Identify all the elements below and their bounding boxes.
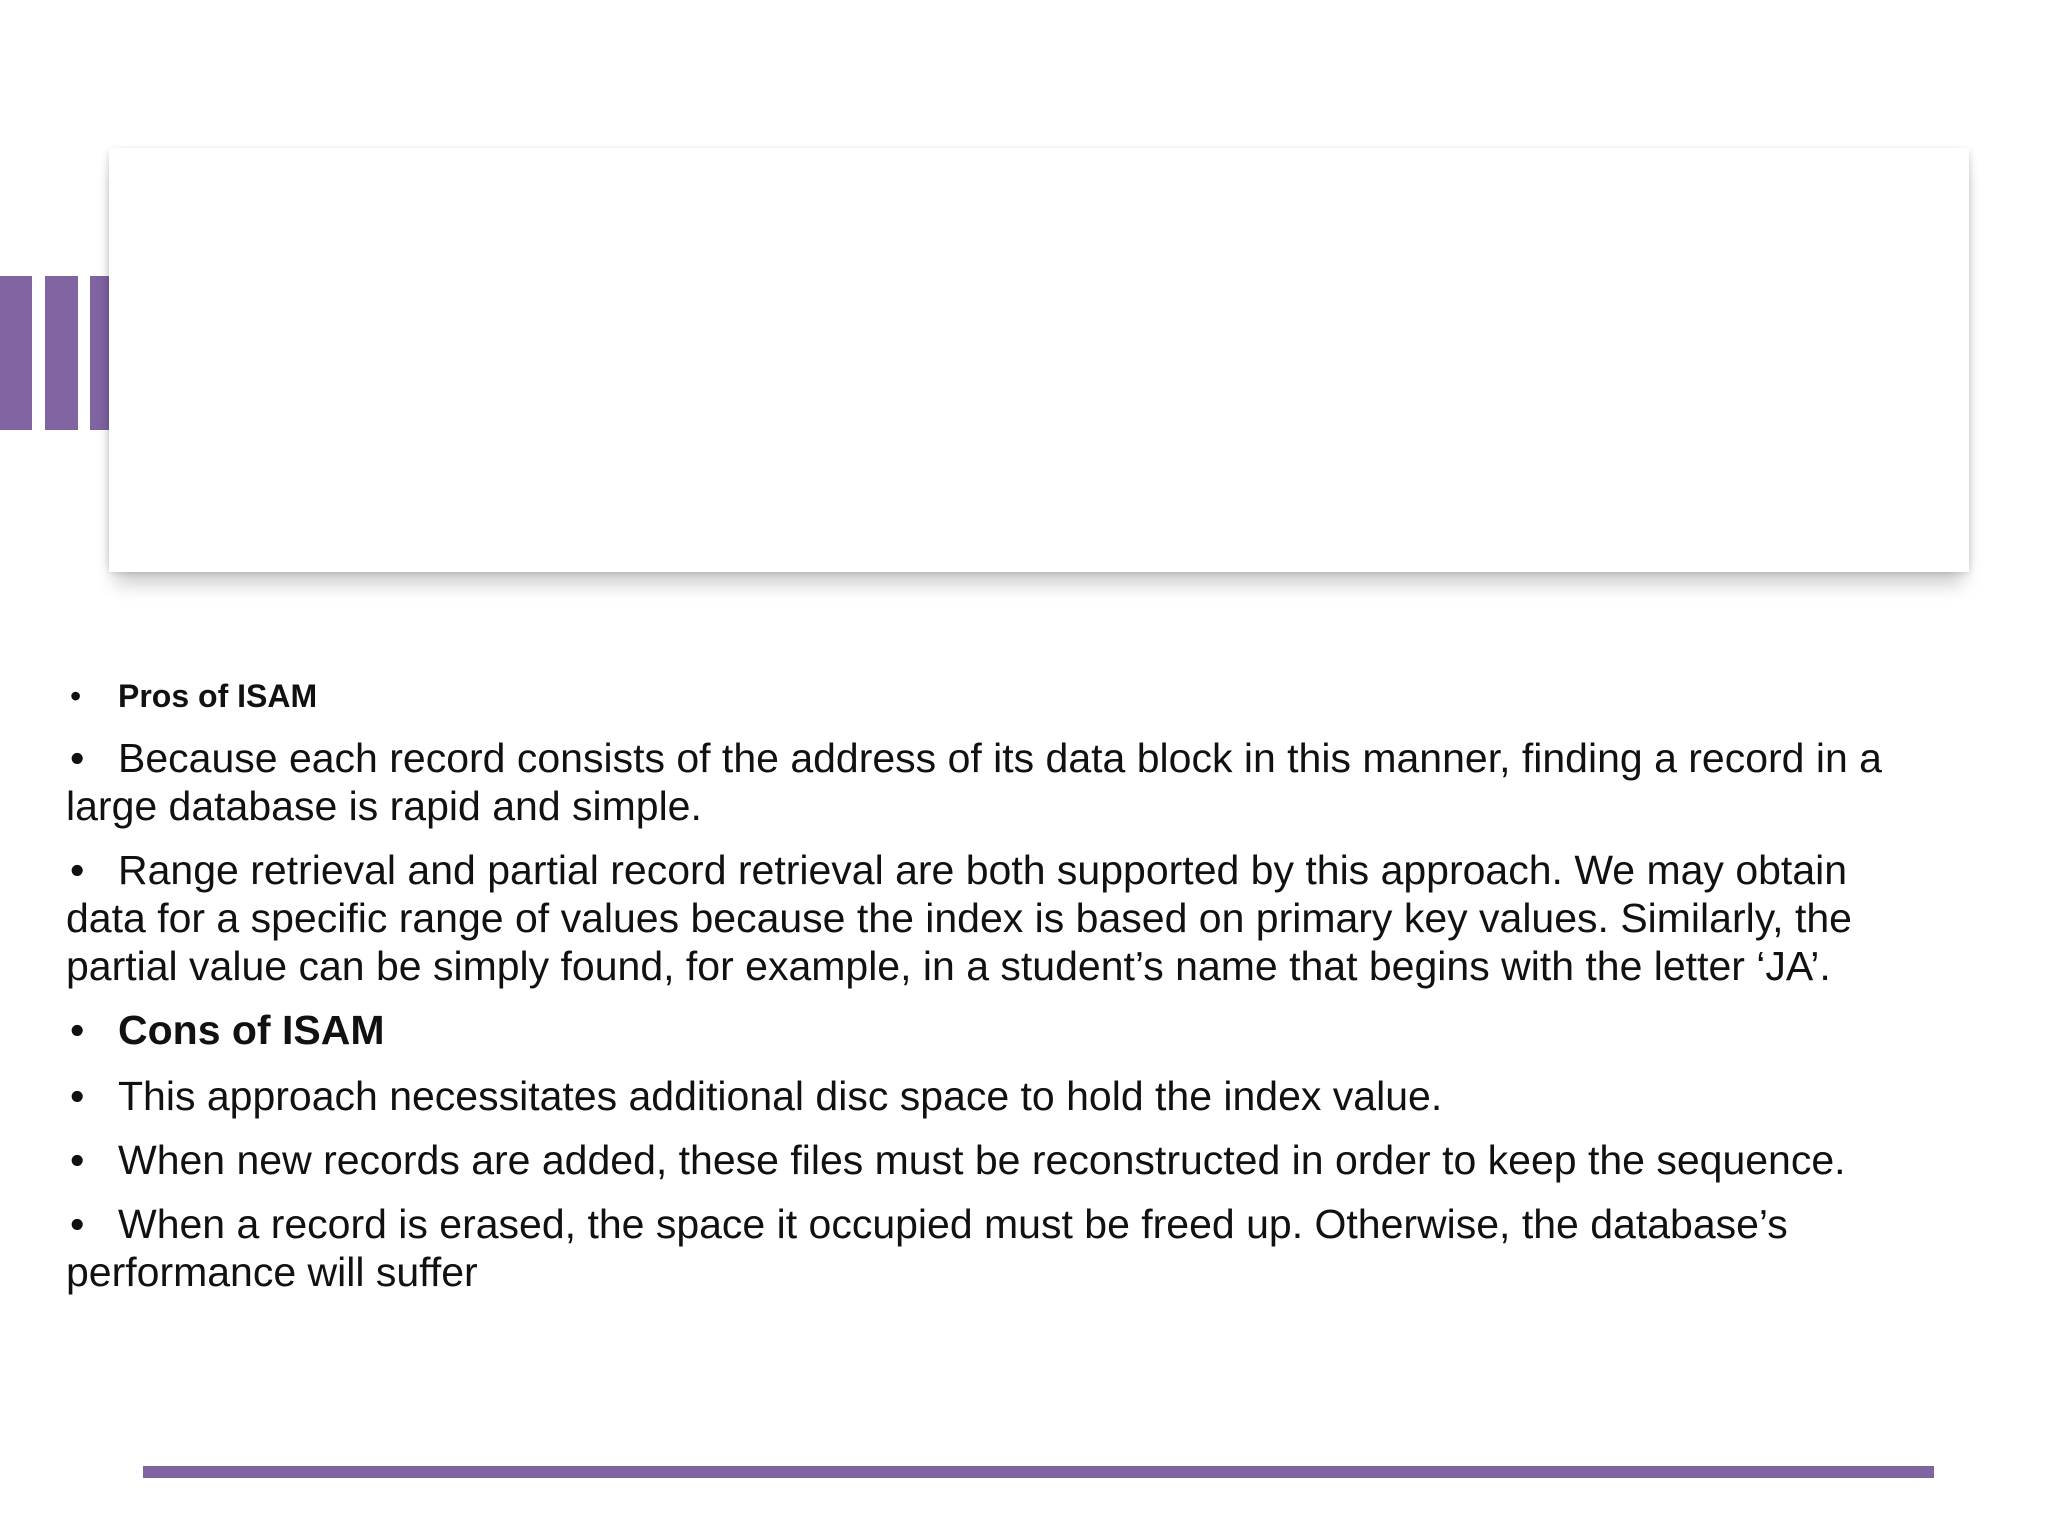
accent-bar	[0, 276, 32, 430]
bullet-text: When a record is erased, the space it occupied must be freed up. Otherwise, the database’s performance will suffer	[66, 1201, 1788, 1296]
bullet-list	[66, 678, 1936, 1313]
bullet-text: This approach necessitates additional disc space to hold the index value.	[118, 1073, 1443, 1120]
bullet-marker: •	[70, 1007, 85, 1054]
bullet-item	[66, 847, 1936, 991]
bullet-item	[66, 1201, 1936, 1297]
bullet-text: Because each record consists of the address of its data block in this manner, finding a record in a large database is rapid and simple.	[66, 735, 1882, 830]
accent-bar	[45, 276, 78, 430]
bullet-marker: •	[70, 1073, 85, 1120]
bullet-item	[66, 1073, 1936, 1121]
title-placeholder	[109, 148, 1969, 572]
bullet-marker: •	[70, 735, 85, 782]
footer-accent-line	[143, 1466, 1934, 1478]
bullet-marker: •	[70, 1201, 85, 1248]
bullet-marker: •	[70, 847, 85, 894]
bullet-text: Pros of ISAM	[118, 678, 318, 714]
bullet-cons-heading	[66, 1007, 1936, 1055]
bullet-item	[66, 735, 1936, 831]
bullet-text: Cons of ISAM	[118, 1007, 385, 1054]
bullet-item	[66, 1137, 1936, 1185]
bullet-text: Range retrieval and partial record retrieval are both supported by this approach. We may obtain data for a specific range of values because the index is based on primary key values. Similarly, the partial value can be simply found, for example, in a student’s name that begins with the letter ‘JA’.	[66, 847, 1852, 990]
bullet-pros-heading	[66, 678, 1936, 715]
bullet-marker: •	[70, 1137, 85, 1184]
accent-bar	[90, 276, 110, 430]
bullet-marker: •	[70, 678, 82, 714]
bullet-text: When new records are added, these files must be reconstructed in order to keep the sequence.	[118, 1137, 1846, 1184]
